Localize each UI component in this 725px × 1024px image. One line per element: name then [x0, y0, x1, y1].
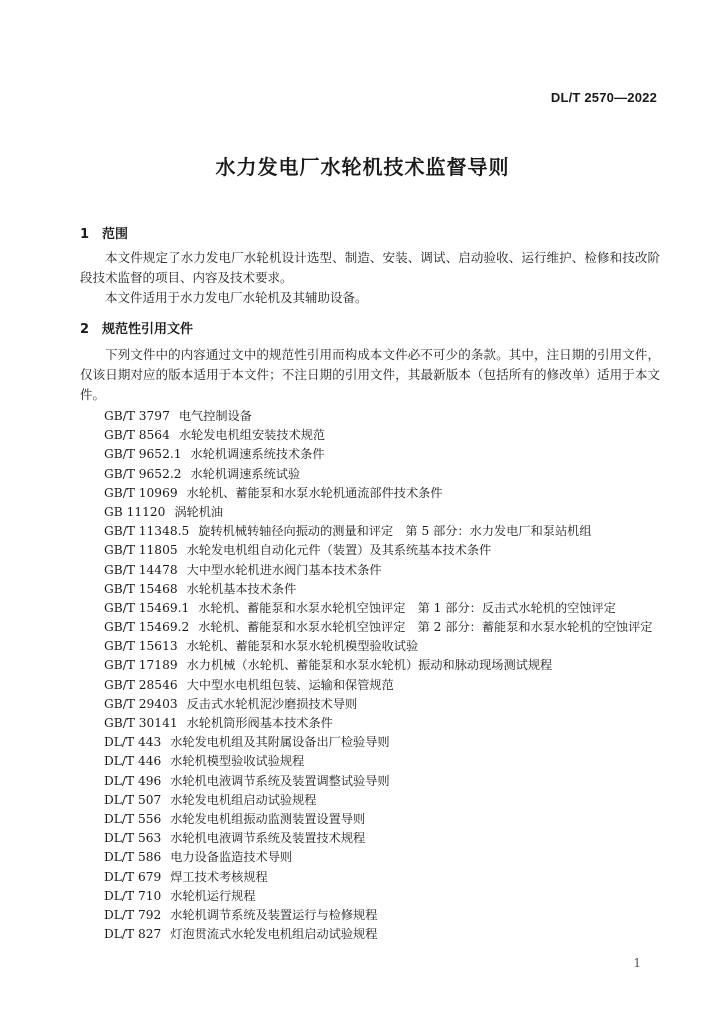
reference-code: GB/T 17189: [104, 658, 178, 673]
reference-title: 水轮机电液调节系统及装置技术规程: [170, 831, 366, 846]
reference-code: GB/T 15468: [104, 581, 178, 596]
reference-title: 水轮机、蓄能泵和水泵水轮机空蚀评定 第 1 部分：反击式水轮机的空蚀评定: [198, 600, 616, 615]
reference-code: DL/T 792: [104, 907, 162, 922]
reference-code: GB/T 3797: [104, 409, 170, 423]
reference-item: [104, 503, 652, 522]
section-2-title: 规范性引用文件: [102, 322, 194, 337]
reference-title: 电气控制设备: [178, 409, 252, 423]
reference-item: [104, 445, 652, 464]
reference-title: 水轮机调速系统试验: [190, 466, 301, 481]
section-1-number: 1: [80, 227, 90, 242]
reference-code: DL/T 710: [104, 888, 162, 903]
reference-item: [104, 541, 652, 560]
reference-title: 水轮机模型验收试验规程: [170, 754, 305, 769]
reference-code: DL/T 496: [104, 773, 162, 788]
reference-title: 水轮机筒形阀基本技术条件: [186, 716, 333, 730]
section-1-title: 范围: [102, 227, 129, 242]
reference-item: [104, 887, 652, 906]
reference-title: 焊工技术考核规程: [170, 869, 268, 884]
reference-title: 水轮机电液调节系统及装置调整试验导则: [170, 773, 390, 788]
section-2-heading: [80, 318, 193, 337]
reference-code: DL/T 443: [104, 735, 162, 750]
scope-paragraph-1: 本文件规定了水力发电厂水轮机设计选型、制造、安装、调试、启动验收、运行维护、检修和技改阶段技术监督的项目、内容及技术要求。: [80, 250, 660, 285]
reference-code: DL/T 679: [104, 869, 162, 884]
reference-title: 水轮机、蓄能泵和水泵水轮机通流部件技术条件: [186, 485, 443, 500]
reference-item: [104, 465, 652, 484]
reference-title: 水轮机调节系统及装置运行与检修规程: [170, 907, 378, 922]
reference-title: 反击式水轮机泥沙磨损技术导则: [186, 696, 358, 711]
reference-item: [104, 848, 652, 867]
reference-code: DL/T 556: [104, 811, 162, 826]
reference-code: GB/T 9652.2: [104, 466, 182, 481]
section-1-heading: [80, 223, 128, 242]
reference-code: DL/T 507: [104, 792, 162, 807]
reference-item: [104, 599, 652, 618]
reference-code: GB/T 10969: [104, 485, 178, 500]
reference-item: [104, 810, 652, 829]
reference-item: [104, 522, 652, 541]
reference-title: 水轮发电机组自动化元件（装置）及其系统基本技术条件: [186, 543, 492, 558]
reference-title: 水力机械（水轮机、蓄能泵和水泵水轮机）振动和脉动现场测试规程: [186, 658, 553, 673]
reference-item: [104, 925, 652, 944]
reference-title: 灯泡贯流式水轮发电机组启动试验规程: [170, 927, 378, 942]
reference-code: GB/T 15469.2: [104, 620, 190, 635]
reference-code: DL/T 827: [104, 927, 162, 942]
reference-code: GB/T 15469.1: [104, 600, 190, 615]
reference-code: DL/T 563: [104, 831, 162, 846]
reference-title: 水轮发电机组振动监测装置设置导则: [170, 811, 366, 826]
reference-item: [104, 752, 652, 771]
reference-code: GB/T 11348.5: [104, 524, 190, 539]
reference-title: 旋转机械转轴径向振动的测量和评定 第 5 部分：水力发电厂和泵站机组: [198, 524, 592, 539]
reference-item: [104, 714, 652, 733]
reference-code: DL/T 446: [104, 754, 162, 769]
reference-code: GB/T 11805: [104, 543, 178, 558]
reference-item: [104, 676, 652, 695]
page-number: 1: [633, 956, 641, 970]
reference-code: GB/T 30141: [104, 716, 178, 730]
reference-code: DL/T 586: [104, 850, 162, 865]
reference-title: 水轮机、蓄能泵和水泵水轮机空蚀评定 第 2 部分：蓄能泵和水泵水轮机的空蚀评定: [198, 620, 653, 635]
reference-item: [104, 868, 652, 887]
reference-code: GB/T 29403: [104, 696, 178, 711]
section-2-number: 2: [80, 322, 90, 337]
reference-code: GB/T 28546: [104, 677, 178, 692]
reference-title: 大中型水电机组包装、运输和保管规范: [186, 677, 394, 692]
reference-code: GB/T 15613: [104, 639, 178, 654]
reference-title: 涡轮机油: [174, 504, 224, 519]
reference-title: 水轮发电机组安装技术规范: [178, 428, 326, 443]
reference-item: [104, 733, 652, 752]
reference-item: [104, 695, 652, 714]
reference-item: [104, 426, 652, 445]
reference-title: 水轮机、蓄能泵和水泵水轮机模型验收试验: [186, 639, 419, 654]
reference-title: 水轮机运行规程: [170, 888, 256, 903]
reference-title: 水轮发电机组及其附属设备出厂检验导则: [170, 735, 390, 750]
reference-item: [104, 407, 652, 426]
standard-code: DL/T 2570—2022: [550, 90, 657, 105]
reference-title: 水轮机调速系统技术条件: [190, 447, 325, 462]
reference-title: 电力设备监造技术导则: [170, 850, 293, 865]
reference-item: [104, 656, 652, 675]
reference-code: GB/T 14478: [104, 562, 178, 577]
reference-item: [104, 791, 652, 810]
document-title: 水力发电厂水轮机技术监督导则: [215, 155, 510, 179]
reference-item: [104, 580, 652, 599]
reference-item: [104, 906, 652, 925]
scope-paragraph-2: 本文件适用于水力发电厂水轮机及其辅助设备。: [105, 290, 368, 305]
reference-item: [104, 772, 652, 791]
reference-item: [104, 618, 652, 637]
reference-list: [104, 407, 652, 944]
reference-code: GB/T 8564: [104, 428, 170, 443]
reference-title: 水轮发电机组启动试验规程: [170, 792, 317, 807]
reference-title: 水轮机基本技术条件: [186, 581, 297, 596]
reference-item: [104, 637, 652, 656]
reference-item: [104, 484, 652, 503]
reference-title: 大中型水轮机进水阀门基本技术条件: [186, 562, 382, 577]
reference-item: [104, 561, 652, 580]
references-intro: 下列文件中的内容通过文中的规范性引用而构成本文件必不可少的条款。其中，注日期的引用文件，仅该日期对应的版本适用于本文件；不注日期的引用文件，其最新版本（包括所有的修改单）适用于本文件。: [80, 347, 660, 402]
reference-code: GB 11120: [104, 504, 166, 519]
reference-item: [104, 829, 652, 848]
reference-code: GB/T 9652.1: [104, 447, 182, 462]
